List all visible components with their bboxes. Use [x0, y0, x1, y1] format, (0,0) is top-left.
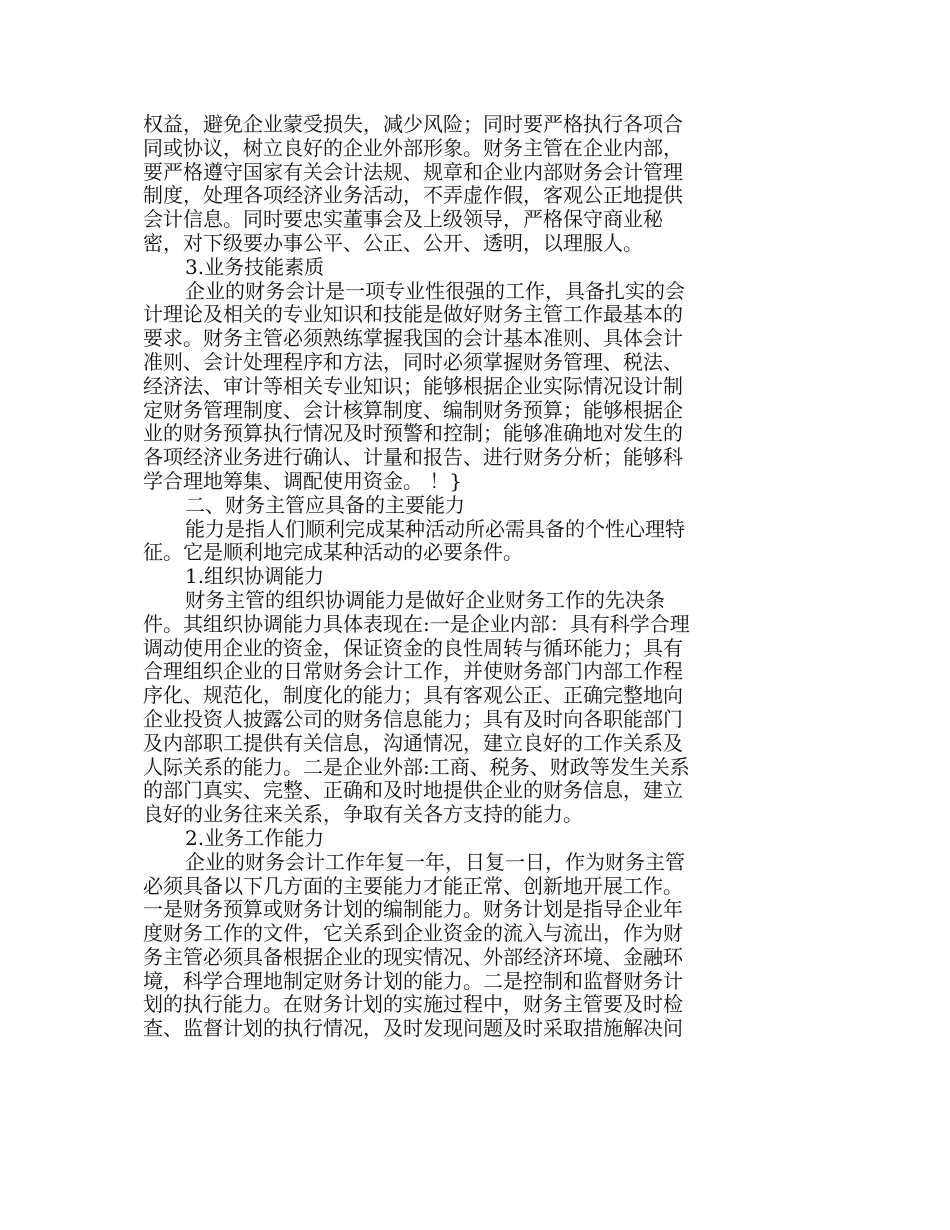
- text-line: 务主管必须具备根据企业的现实情况、外部经济环境、金融环: [143, 944, 683, 969]
- paragraph-start-line: 企业的财务会计是一项专业性很强的工作，具备扎实的会: [185, 278, 685, 303]
- text-line: 划的执行能力。在财务计划的实施过程中，财务主管要及时检: [143, 992, 683, 1017]
- text-line: 密，对下级要办事公平、公正、公开、透明，以理服人。: [143, 230, 643, 255]
- paragraph-start-line: 企业的财务会计工作年复一年，日复一日，作为财务主管: [185, 849, 685, 874]
- paragraph-start-line: 财务主管的组织协调能力是做好企业财务工作的先决条: [185, 587, 665, 612]
- text-line: 会计信息。同时要忠实董事会及上级领导，严格保守商业秘: [143, 207, 663, 232]
- text-line: 件。其组织协调能力具体表现在:一是企业内部：具有科学合理: [143, 611, 690, 636]
- text-line: 序化、规范化，制度化的能力；具有客观公正、正确完整地向: [143, 683, 683, 708]
- text-line: 人际关系的能力。二是企业外部:工商、税务、财政等发生关系: [143, 754, 690, 779]
- text-line: 境，科学合理地制定财务计划的能力。二是控制和监督财务计: [143, 968, 683, 993]
- text-line: 同或协议，树立良好的企业外部形象。财务主管在企业内部，: [143, 135, 683, 160]
- text-line: 合理组织企业的日常财务会计工作，并使财务部门内部工作程: [143, 659, 683, 684]
- text-line: 一是财务预算或财务计划的编制能力。财务计划是指导企业年: [143, 897, 683, 922]
- text-line: 调动使用企业的资金，保证资金的良性周转与循环能力；具有: [143, 635, 683, 660]
- text-line: 度财务工作的文件，它关系到企业资金的流入与流出，作为财: [143, 921, 683, 946]
- document-body: [143, 113, 743, 1041]
- text-line: 准则、会计处理程序和方法，同时必须掌握财务管理、税法、: [143, 349, 683, 374]
- text-line: 学合理地筹集、调配使用资金。 ！}: [143, 468, 463, 493]
- text-line: 权益，避免企业蒙受损失，减少风险；同时要严格执行各项合: [143, 112, 683, 136]
- paragraph-start-line: 1.组织协调能力: [185, 564, 325, 589]
- text-line: 企业投资人披露公司的财务信息能力；具有及时向各职能部门: [143, 706, 683, 731]
- text-line: 征。它是顺利地完成某种活动的必要条件。: [143, 540, 523, 565]
- text-line: 业的财务预算执行情况及时预警和控制；能够准确地对发生的: [143, 421, 683, 446]
- text-line: 必须具备以下几方面的主要能力才能正常、创新地开展工作。: [143, 873, 683, 898]
- text-line: 及内部职工提供有关信息，沟通情况，建立良好的工作关系及: [143, 730, 683, 755]
- text-line: 的部门真实、完整、正确和及时地提供企业的财务信息，建立: [143, 778, 683, 803]
- text-line: 定财务管理制度、会计核算制度、编制财务预算；能够根据企: [143, 397, 683, 422]
- text-line: 要求。财务主管必须熟练掌握我国的会计基本准则、具体会计: [143, 326, 683, 351]
- paragraph-start-line: 2.业务工作能力: [185, 825, 325, 850]
- paragraph-start-line: 能力是指人们顺利完成某种活动所必需具备的个性心理特: [185, 516, 685, 541]
- text-line: 经济法、审计等相关专业知识；能够根据企业实际情况设计制: [143, 373, 683, 398]
- text-line: 查、监督计划的执行情况，及时发现问题及时采取措施解决问: [143, 1016, 683, 1041]
- text-line: 良好的业务往来关系，争取有关各方支持的能力。: [143, 802, 583, 827]
- text-line: 要严格遵守国家有关会计法规、规章和企业内部财务会计管理: [143, 159, 683, 184]
- text-line: 制度，处理各项经济业务活动，不弄虚作假，客观公正地提供: [143, 183, 683, 208]
- text-line: 各项经济业务进行确认、计量和报告、进行财务分析；能够科: [143, 445, 683, 470]
- text-line: 计理论及相关的专业知识和技能是做好财务主管工作最基本的: [143, 302, 683, 327]
- paragraph-start-line: 3.业务技能素质: [185, 254, 325, 279]
- paragraph-start-line: 二、财务主管应具备的主要能力: [185, 492, 465, 517]
